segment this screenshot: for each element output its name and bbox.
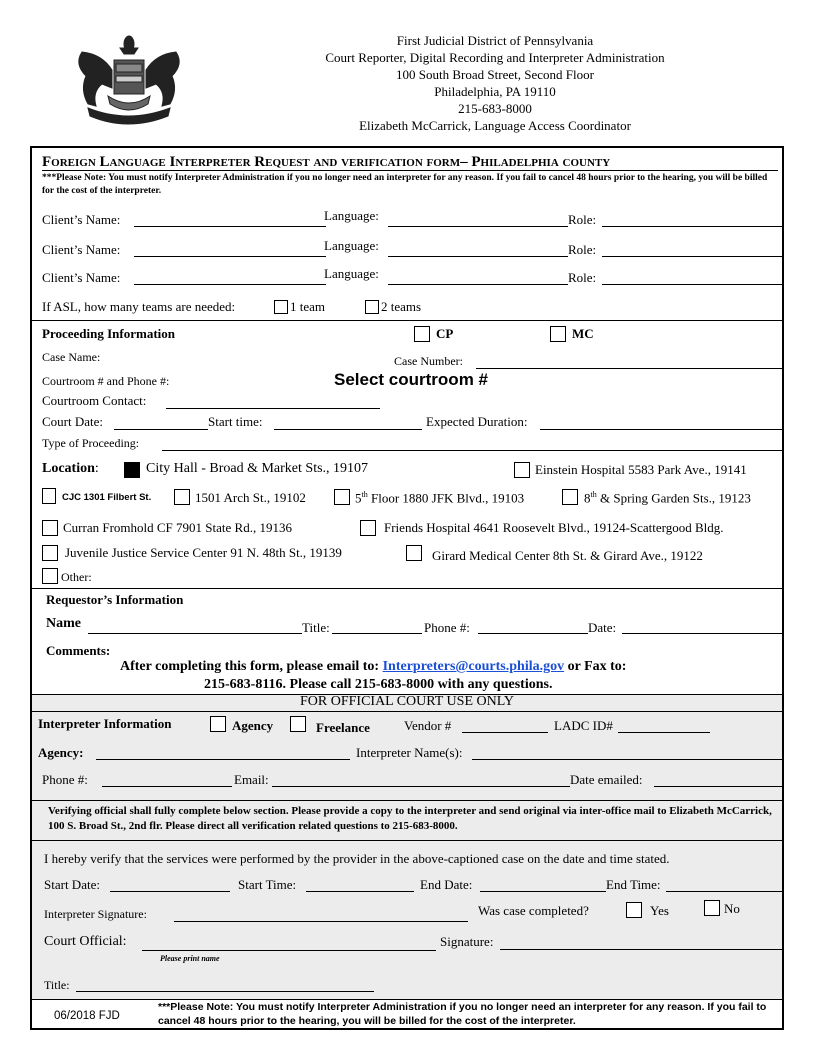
case-completed-no-checkbox[interactable] — [704, 900, 720, 916]
interpreter-phone-label: Phone #: — [42, 772, 88, 787]
address-line: Elizabeth McCarrick, Language Access Coordinator — [359, 118, 631, 133]
requestor-phone-label: Phone #: — [424, 620, 470, 635]
verification-instructions: Verifying official shall fully complete below section. Please provide a copy to the interpreter and send original via inter-office mail to Elizabeth McCarrick, 100 S. Broad St., 2nd flr. Please direct all verification related questions to 215-683-8000. — [48, 805, 772, 832]
interpreter-signature-input[interactable] — [174, 921, 468, 922]
client-name-label: Client’s Name: — [42, 270, 121, 285]
date-emailed-input[interactable] — [654, 786, 782, 787]
court-official-label: Court Official: — [44, 934, 127, 949]
section-divider — [32, 800, 782, 801]
agency-checkbox-label: Agency — [232, 718, 274, 733]
two-teams-label: 2 teams — [381, 299, 422, 314]
official-use-section — [32, 694, 782, 999]
interpreter-request-form — [30, 146, 784, 1030]
girard-medical-label: Girard Medical Center 8th St. & Girard Ave., 19122 — [432, 548, 703, 563]
title-underline — [42, 170, 778, 171]
court-address — [300, 32, 690, 134]
interpreter-names-label: Interpreter Name(s): — [356, 745, 463, 760]
arch-street-label: 1501 Arch St., 19102 — [195, 490, 306, 505]
print-name-hint: Please print name — [160, 954, 220, 963]
role-label: Role: — [568, 242, 597, 257]
cancellation-note: ***Please Note: You must notify Interpreter Administration if you no longer need an interpreter for any reason. If you fail to cancel 48 hours prior to the hearing, you will be billed for the cost of the interpreter. — [42, 173, 768, 196]
agency-checkbox[interactable] — [210, 716, 226, 732]
address-line: First Judicial District of Pennsylvania — [396, 33, 594, 48]
interpreter-signature-label: Interpreter Signature: — [44, 907, 147, 921]
two-teams-checkbox[interactable] — [365, 300, 379, 314]
cjc-checkbox[interactable] — [42, 488, 56, 504]
friends-hospital-label: Friends Hospital 4641 Roosevelt Blvd., 19124-Scattergood Bldg. — [384, 520, 724, 535]
case-completed-yes-checkbox[interactable] — [626, 902, 642, 918]
role-label: Role: — [568, 212, 597, 227]
cp-label: CP — [436, 326, 454, 341]
freelance-checkbox[interactable] — [290, 716, 306, 732]
official-title-label: Title: — [44, 978, 70, 992]
language-input[interactable] — [388, 284, 568, 285]
verify-start-time-input[interactable] — [306, 891, 414, 892]
einstein-checkbox[interactable] — [514, 462, 530, 478]
language-input[interactable] — [388, 226, 568, 227]
court-date-input[interactable] — [114, 429, 208, 430]
interpreter-names-input[interactable] — [472, 759, 782, 760]
einstein-label: Einstein Hospital 5583 Park Ave., 19141 — [535, 462, 747, 477]
email-instructions: After completing this form, please email to: Interpreters@courts.phila.gov or Fax to: — [120, 659, 627, 674]
curran-fromhold-label: Curran Fromhold CF 7901 State Rd., 19136 — [63, 520, 292, 535]
juvenile-justice-label: Juvenile Justice Service Center 91 N. 48th St., 19139 — [65, 545, 342, 560]
section-divider — [32, 840, 782, 841]
date-emailed-label: Date emailed: — [570, 772, 643, 787]
section-divider — [32, 320, 782, 321]
verify-start-time-label: Start Time: — [238, 877, 297, 892]
verify-end-date-label: End Date: — [420, 877, 473, 892]
address-line: Court Reporter, Digital Recording and Interpreter Administration — [325, 50, 665, 65]
verify-end-time-input[interactable] — [666, 891, 782, 892]
arch-street-checkbox[interactable] — [174, 489, 190, 505]
verification-statement: I hereby verify that the services were performed by the provider in the above-captioned case on the date and time stated. — [44, 851, 670, 866]
official-signature-input[interactable] — [500, 949, 782, 950]
mc-label: MC — [572, 326, 594, 341]
address-line: 100 South Broad Street, Second Floor — [396, 67, 594, 82]
vendor-number-input[interactable] — [462, 732, 548, 733]
requestor-name-label: Name — [46, 616, 81, 631]
one-team-label: 1 team — [290, 299, 326, 314]
role-input[interactable] — [602, 226, 782, 227]
requestor-title-input[interactable] — [332, 633, 422, 634]
case-completed-yes-label: Yes — [650, 903, 669, 918]
footer-note: ***Please Note: You must notify Interpreter Administration if you no longer need an interpreter for any reason. If you fail to cancel 48 hours prior to the hearing, you will be billed for the cost of the interpreter. — [158, 1001, 767, 1027]
client-name-input[interactable] — [134, 284, 326, 285]
requestor-title-label: Title: — [302, 620, 330, 635]
requestor-name-input[interactable] — [88, 633, 302, 634]
case-number-label: Case Number: — [394, 354, 463, 368]
interpreter-email-input[interactable] — [272, 786, 570, 787]
interpreters-email-link[interactable]: Interpreters@courts.phila.gov — [382, 659, 565, 674]
address-line: Philadelphia, PA 19110 — [434, 84, 556, 99]
section-divider — [32, 711, 782, 712]
role-input[interactable] — [602, 284, 782, 285]
ladc-id-label: LADC ID# — [554, 718, 613, 733]
proceeding-heading: Proceeding Information — [42, 326, 175, 341]
curran-fromhold-checkbox[interactable] — [42, 520, 58, 536]
verify-end-time-label: End Time: — [606, 877, 661, 892]
case-completed-label: Was case completed? — [478, 903, 589, 918]
cjc-label: CJC 1301 Filbert St. — [62, 492, 152, 503]
client-name-input[interactable] — [134, 226, 326, 227]
interpreter-info-heading: Interpreter Information — [38, 716, 172, 731]
role-input[interactable] — [602, 256, 782, 257]
girard-medical-checkbox[interactable] — [406, 545, 422, 561]
interpreter-email-label: Email: — [234, 772, 269, 787]
case-number-input[interactable] — [476, 368, 782, 369]
courtroom-contact-input[interactable] — [166, 408, 380, 409]
agency-label: Agency: — [38, 745, 84, 760]
start-time-label: Start time: — [208, 414, 263, 429]
requestor-heading: Requestor’s Information — [46, 592, 184, 607]
case-completed-no-label: No — [724, 901, 740, 916]
courtroom-select[interactable]: Select courtroom # — [334, 370, 488, 389]
requestor-date-input[interactable] — [622, 633, 782, 634]
address-line: 215-683-8000 — [458, 101, 532, 116]
duration-label: Expected Duration: — [426, 414, 528, 429]
verify-start-date-label: Start Date: — [44, 877, 100, 892]
language-label: Language: — [324, 208, 379, 223]
interpreter-phone-input[interactable] — [102, 786, 232, 787]
requestor-phone-input[interactable] — [478, 633, 588, 634]
friends-hospital-checkbox[interactable] — [360, 520, 376, 536]
court-date-label: Court Date: — [42, 414, 104, 429]
start-time-input[interactable] — [274, 429, 422, 430]
language-label: Language: — [324, 238, 379, 253]
proceeding-type-input[interactable] — [162, 450, 782, 451]
duration-input[interactable] — [540, 429, 782, 430]
spring-garden-label: 8th & Spring Garden Sts., 19123 — [584, 490, 751, 506]
case-name-label: Case Name: — [42, 350, 101, 364]
court-official-input[interactable] — [142, 950, 436, 951]
role-label: Role: — [568, 270, 597, 285]
courtroom-contact-label: Courtroom Contact: — [42, 393, 147, 408]
ladc-id-input[interactable] — [618, 732, 710, 733]
client-name-label: Client’s Name: — [42, 242, 121, 257]
form-revision-code: 06/2018 FJD — [54, 1010, 120, 1022]
agency-input[interactable] — [96, 759, 350, 760]
comments-label: Comments: — [46, 643, 111, 658]
official-title-input[interactable] — [76, 991, 374, 992]
freelance-checkbox-label: Freelance — [316, 720, 370, 735]
courtroom-label: Courtroom # and Phone #: — [42, 374, 170, 388]
client-name-label: Client’s Name: — [42, 212, 121, 227]
official-signature-label: Signature: — [440, 934, 494, 949]
city-hall-label: City Hall - Broad & Market Sts., 19107 — [146, 461, 369, 476]
juvenile-justice-checkbox[interactable] — [42, 545, 58, 561]
form-title: Foreign Language Interpreter Request and verification form– Philadelphia county — [42, 154, 611, 170]
one-team-checkbox[interactable] — [274, 300, 288, 314]
location-label: Location: — [42, 461, 99, 476]
mc-checkbox[interactable] — [550, 326, 566, 342]
letterhead — [0, 28, 816, 138]
official-use-heading: FOR OFFICIAL COURT USE ONLY — [299, 694, 514, 709]
language-label: Language: — [324, 266, 379, 281]
city-hall-checkbox[interactable] — [124, 462, 140, 478]
section-divider — [32, 588, 782, 589]
language-input[interactable] — [388, 256, 568, 257]
pennsylvania-coat-of-arms-icon — [68, 34, 190, 134]
spring-garden-checkbox[interactable] — [562, 489, 578, 505]
verify-start-date-input[interactable] — [110, 891, 230, 892]
cp-checkbox[interactable] — [414, 326, 430, 342]
other-location-checkbox[interactable] — [42, 568, 58, 584]
requestor-date-label: Date: — [588, 620, 617, 635]
fax-instructions: 215-683-8116. Please call 215-683-8000 with any questions. — [204, 677, 553, 692]
verify-end-date-input[interactable] — [480, 891, 606, 892]
vendor-number-label: Vendor # — [404, 718, 452, 733]
client-name-input[interactable] — [134, 256, 326, 257]
jfk-blvd-checkbox[interactable] — [334, 489, 350, 505]
other-location-label: Other: — [61, 570, 92, 584]
proceeding-type-label: Type of Proceeding: — [42, 436, 140, 450]
jfk-blvd-label: 5th Floor 1880 JFK Blvd., 19103 — [355, 490, 525, 506]
asl-teams-label: If ASL, how many teams are needed: — [42, 299, 236, 314]
